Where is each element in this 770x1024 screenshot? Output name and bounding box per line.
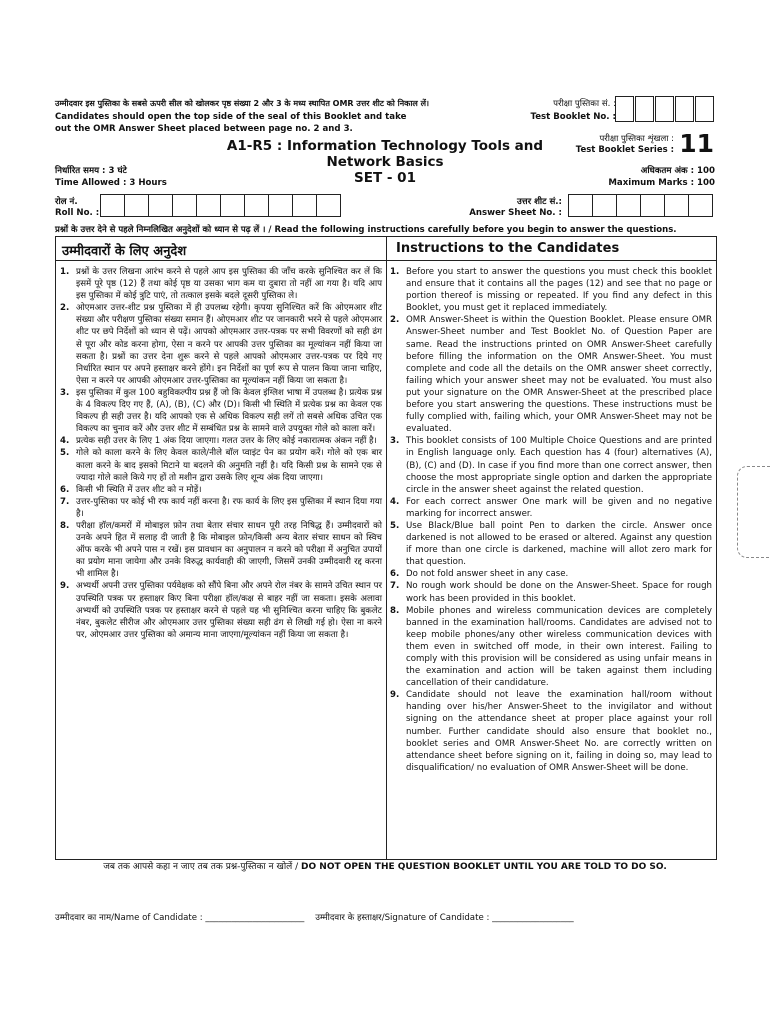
roll-no-label bbox=[55, 197, 99, 219]
roll-no-box[interactable] bbox=[220, 194, 244, 217]
english-instruction-item-number: 2. bbox=[390, 315, 400, 326]
instructions-frame bbox=[55, 236, 717, 860]
english-instruction-item-text: This booklet consists of 100 Multiple Choice Questions and are printed in English language only. Each question has 4 (four) alternatives (A), (B), (C) and (D). In case if you find more than one correct answer, then choose the most appropriate single option and darken the appropriate circle in the answer sheet against the related question. bbox=[406, 436, 712, 495]
answer-sheet-no-box[interactable] bbox=[688, 194, 713, 217]
english-instruction-item bbox=[390, 605, 712, 690]
english-instruction-item bbox=[390, 266, 712, 314]
booklet-no-box[interactable] bbox=[655, 96, 674, 122]
hindi-instruction-item-text: इस पुस्तिका में कुल 100 बहुविकल्पीय प्रश्न हैं जो कि केवल इंग्लिश भाषा में उपलब्ध है। प्रत्येक प्रश्न के 4 विकल्प दिए गए हैं, (A), (B), (C) और (D)। किसी भी स्थिति में प्रत्येक प्रश्न का केवल एक विकल्प ही सही उत्तर है। यदि आपको एक से अधिक विकल्प सही लगें तो सबसे अधिक उचित एक विकल्प का चुनाव करें और उत्तर शीट में सम्बंधित प्रश्न के सामने वाले उपयुक्त गोले को काला करें। bbox=[76, 387, 382, 435]
english-instruction-item-number: 4. bbox=[390, 496, 400, 507]
hindi-instruction-item-text: किसी भी स्थिति में उत्तर शीट को न मोड़ें। bbox=[76, 484, 202, 495]
hindi-instruction-item-number: 2. bbox=[60, 303, 70, 314]
hindi-instruction-item bbox=[60, 435, 382, 447]
candidate-signature-field[interactable]: उम्मीदवार के हस्ताक्षर/Signature of Candidate : ___________________ bbox=[315, 913, 574, 923]
exam-set: SET - 01 bbox=[354, 170, 416, 186]
candidate-fields bbox=[55, 911, 715, 923]
seal-instructions bbox=[55, 98, 485, 136]
booklet-no-boxes[interactable] bbox=[615, 96, 715, 122]
english-instruction-item bbox=[390, 689, 712, 774]
time-allowed bbox=[55, 165, 167, 189]
maximum-marks-hindi: अधिकतम अंक : 100 bbox=[640, 166, 715, 176]
english-instruction-item-number: 5. bbox=[390, 520, 400, 531]
answer-sheet-no-box[interactable] bbox=[616, 194, 640, 217]
tear-mark bbox=[737, 466, 770, 558]
booklet-no-box[interactable] bbox=[695, 96, 714, 122]
maximum-marks bbox=[560, 165, 715, 189]
english-instruction-item-text: Candidate should not leave the examination hall/room without handing over his/her Answer-Sheet to the invigilator and without signing on the attendance sheet at proper place against your roll number. Further candidate should also ensure that booklet no., booklet series and OMR Answer-Sheet No. are correctly written on attendance sheet before signing on it, failing in doing so, may lead to disqualification/ no evaluation of OMR Answer-Sheet will be done. bbox=[406, 690, 712, 773]
hindi-instruction-item bbox=[60, 266, 382, 302]
read-instructions-notice: प्रश्नों के उत्तर देने से पहले निम्नलिखित अनुदेशों को ध्यान से पढ़ लें । / Read the following instructions carefully before you begin to answer the questions. bbox=[55, 225, 677, 235]
hindi-instructions-list bbox=[60, 266, 382, 641]
heading-divider bbox=[56, 260, 716, 261]
hindi-instruction-item bbox=[60, 580, 382, 640]
booklet-no-box[interactable] bbox=[635, 96, 654, 122]
hindi-instruction-item bbox=[60, 447, 382, 483]
roll-no-box[interactable] bbox=[124, 194, 148, 217]
roll-no-boxes[interactable] bbox=[100, 194, 341, 216]
answer-sheet-no-box[interactable] bbox=[640, 194, 664, 217]
english-instruction-item bbox=[390, 314, 712, 435]
hindi-instruction-item-number: 9. bbox=[60, 581, 70, 592]
time-allowed-hindi: निर्धारित समय : 3 घंटे bbox=[55, 166, 127, 176]
hindi-instruction-item-number: 4. bbox=[60, 436, 70, 447]
exam-title-line-1: A1-R5 : Information Technology Tools and bbox=[226, 138, 544, 154]
answer-sheet-no-box[interactable] bbox=[664, 194, 688, 217]
do-not-open-notice bbox=[55, 860, 715, 874]
english-instruction-item-number: 1. bbox=[390, 267, 400, 277]
hindi-instruction-item-text: परीक्षा हॉल/कमरों में मोबाइल फ़ोन तथा बेतार संचार साधन पूरी तरह निषिद्ध हैं। उम्मीदवारों को उनके अपने हित में सलाह दी जाती है कि मोबाइल फ़ोन/किसी अन्य बेतार संचार साधन को स्विच ऑफ करके भी अपने पास न रखें। इस प्रावधान का अनुपालन न करने को परीक्षा में अनुचित उपायों का प्रयोग माना जायेगा और उनके विरुद्ध कार्यवाही की जाएगी, जिसमें उनकी उम्मीदवारी रद्द करना भी शामिल है। bbox=[76, 520, 382, 580]
answer-sheet-no-boxes[interactable] bbox=[568, 194, 713, 216]
hindi-instruction-item-number: 3. bbox=[60, 387, 70, 398]
hindi-instruction-item bbox=[60, 302, 382, 387]
hindi-instruction-item-number: 6. bbox=[60, 484, 70, 495]
answer-sheet-no-label-hindi: उत्तर शीट सं.: bbox=[516, 197, 562, 207]
roll-no-box[interactable] bbox=[268, 194, 292, 217]
exam-title bbox=[200, 138, 570, 186]
english-instruction-item bbox=[390, 435, 712, 495]
booklet-no-box[interactable] bbox=[615, 96, 634, 122]
roll-no-box[interactable] bbox=[100, 194, 124, 217]
do-not-open-notice-hindi: जब तक आपसे कहा न जाए तब तक प्रश्न-पुस्तिका न खोलें / bbox=[103, 862, 299, 872]
hindi-instruction-item-text: ओएमआर उत्तर-शीट प्रश्न पुस्तिका में ही उपलब्ध रहेगी। कृपया सुनिश्चित करें कि ओएमआर शीट संख्या और परीक्षण पुस्तिका संख्या समान हैं। ओएमआर शीट पर जानकारी भरने से पहले ओएमआर शीट पर छपे निर्देशों को ध्यान से पढ़ें। आपको ओएमआर उत्तर-पत्रक पर सभी विवरणों को सही ढंग से पूरा और कोड करना होगा, ऐसा न करने पर आपकी उत्तर पुस्तिका का मूल्यांकन नहीं किया जा सकता है। प्रश्नों का उत्तर देना शुरू करने से पहले आपको ओएमआर उत्तर-पत्रक पर दिये गए निर्धारित स्थान पर अपने हस्ताक्षर करने होंगे। इन निर्देशों का पूर्ण रूप से पालन किया जाना चाहिए, ऐसा न करने पर आपकी ओएमआर उत्तर-पुस्तिका का मूल्यांकन नहीं किया जा सकता है। bbox=[76, 303, 382, 386]
hindi-instruction-item-number: 7. bbox=[60, 496, 70, 507]
english-instruction-item-text: No rough work should be done on the Answer-Sheet. Space for rough work has been provided in this booklet. bbox=[406, 581, 712, 604]
exam-title-line-2: Network Basics bbox=[326, 154, 444, 170]
booklet-no-box[interactable] bbox=[675, 96, 694, 122]
hindi-instruction-item-number: 1. bbox=[60, 267, 70, 277]
answer-sheet-no-label bbox=[460, 197, 562, 219]
english-instructions-list bbox=[390, 266, 712, 774]
roll-no-box[interactable] bbox=[244, 194, 268, 217]
english-instruction-item-text: Do not fold answer sheet in any case. bbox=[406, 569, 569, 580]
english-instruction-item bbox=[390, 520, 712, 568]
hindi-instruction-item-text: प्रत्येक सही उत्तर के लिए 1 अंक दिया जाएगा। गलत उत्तर के लिए कोई नकारात्मक अंकन नहीं है। bbox=[76, 436, 377, 447]
booklet-series bbox=[560, 131, 714, 163]
hindi-instruction-item-text: अभ्यर्थी अपनी उत्तर पुस्तिका पर्यवेक्षक को सौंपे बिना और अपने रोल नंबर के सामने उचित स्थान पर उपस्थिति पत्रक पर हस्ताक्षर किए बिना परीक्षा हॉल/कक्ष से बाहर नहीं जा सकता। इसके अलावा अभ्यर्थी को उपस्थिति पत्रक पर हस्ताक्षर करने से पहले यह भी सुनिश्चित करना चाहिए कि बुकलेट नंबर, बुकलेट सीरीज और ओएमआर उत्तर पुस्तिका संख्या सही ढंग से लिखी गई हो। ऐसा ना करने पर, ओएमआर उत्तर पुस्तिका को अमान्य माना जाएगा/मूल्यांकन नहीं किया जा सकता है। bbox=[76, 581, 382, 640]
seal-instruction-english-1: Candidates should open the top side of the seal of this Booklet and take bbox=[55, 111, 407, 122]
english-instruction-item-text: OMR Answer-Sheet is within the Question Booklet. Please ensure OMR Answer-Sheet number and Test Booklet No. of Question Paper are same. Read the instructions printed on OMR Answer-Sheet carefully before filling the information on the OMR Answer-Sheet. You must complete and code all the details on the OMR answer sheet correctly, failing which your answer sheet may not be evaluated. You must also put your signature on the OMR Answer-Sheet at the prescribed place before you start answering the questions. These instructions must be fully complied with, failing which, your OMR Answer-Sheet may not be evaluated. bbox=[406, 315, 712, 435]
hindi-instruction-item bbox=[60, 496, 382, 520]
answer-sheet-no-label-english: Answer Sheet No. : bbox=[469, 208, 562, 218]
hindi-instruction-item-text: प्रश्नों के उत्तर लिखना आरंभ करने से पहले आप इस पुस्तिका की जाँच करके सुनिश्चित कर लें कि इसमें पूरे पृष्ठ (12) हैं तथा कोई पृष्ठ या उसका भाग कम या दुबारा तो नहीं आ गया है। यदि आप इस पुस्तिका में कोई त्रुटि पाएं, तो तत्काल इसके बदले दूसरी पुस्तिका ले। bbox=[76, 267, 382, 302]
english-instruction-item-number: 7. bbox=[390, 581, 400, 592]
roll-no-label-hindi: रोल नं. bbox=[55, 197, 78, 207]
answer-sheet-no-box[interactable] bbox=[568, 194, 592, 217]
english-instruction-item-text: Use Black/Blue ball point Pen to darken the circle. Answer once darkened is not allowed to be erased or altered. Against any question if more than one circle is darkened, machine will allot zero mark for that question. bbox=[406, 520, 712, 568]
english-instruction-item-text: Mobile phones and wireless communication devices are completely banned in the examination hall/rooms. Candidates are advised not to keep mobile phones/any other wireless communication devices with them even in switched off mode, in their own interest. Failing to comply with this provision will be considered as using unfair means in the examination and action will be taken against them including cancellation of their candidature. bbox=[406, 605, 712, 689]
do-not-open-notice-english: DO NOT OPEN THE QUESTION BOOKLET UNTIL YOU ARE TOLD TO DO SO. bbox=[301, 862, 667, 872]
roll-no-box[interactable] bbox=[196, 194, 220, 217]
booklet-series-label-hindi: परीक्षा पुस्तिका शृंखला : bbox=[599, 134, 674, 144]
booklet-series-label bbox=[576, 134, 674, 156]
english-instruction-item bbox=[390, 580, 712, 604]
english-instruction-item-number: 6. bbox=[390, 569, 400, 580]
english-instruction-item-number: 8. bbox=[390, 605, 400, 616]
english-instruction-item-text: For each correct answer One mark will be given and no negative marking for incorrect answer. bbox=[406, 496, 712, 519]
hindi-instruction-item-text: गोले को काला करने के लिए केवल काले/नीले बॉल प्वाइंट पेन का प्रयोग करें। गोले को एक बार काला करने के बाद इसको मिटाने या बदलने की अनुमति नहीं है। यदि किसी प्रश्न के सामने एक से ज्यादा गोले काले किये गए हों तो मशीन द्वारा उसके लिए शून्य अंक दिया जाएगा। bbox=[76, 448, 382, 483]
maximum-marks-english: Maximum Marks : 100 bbox=[608, 178, 715, 188]
booklet-series-value: 11 bbox=[679, 129, 714, 158]
roll-no-box[interactable] bbox=[148, 194, 172, 217]
english-instruction-item bbox=[390, 568, 712, 580]
booklet-no-label-hindi: परीक्षा पुस्तिका सं. : bbox=[553, 99, 616, 109]
roll-no-label-english: Roll No. : bbox=[55, 208, 100, 218]
hindi-instruction-item-number: 5. bbox=[60, 448, 70, 459]
booklet-no-label bbox=[486, 98, 616, 123]
hindi-instructions-heading: उम्मीदवारों के लिए अनुदेश bbox=[62, 244, 187, 259]
hindi-instruction-item bbox=[60, 520, 382, 580]
answer-sheet-no-box[interactable] bbox=[592, 194, 616, 217]
column-divider bbox=[386, 237, 387, 859]
english-instruction-item-text: Before you start to answer the questions you must check this booklet and ensure that it contains all the pages (12) and see that no page or portion thereof is missing or repeated. If you find any defect in this Booklet, you must get it replaced immediately. bbox=[406, 267, 712, 314]
english-instructions-heading: Instructions to the Candidates bbox=[396, 241, 620, 256]
seal-instruction-english-2: out the OMR Answer Sheet placed between page no. 2 and 3. bbox=[55, 124, 353, 134]
english-instruction-item-number: 9. bbox=[390, 690, 400, 701]
roll-no-box[interactable] bbox=[172, 194, 196, 217]
time-allowed-english: Time Allowed : 3 Hours bbox=[55, 178, 167, 188]
candidate-name-field[interactable]: उम्मीदवार का नाम/Name of Candidate : _______________________ bbox=[55, 913, 305, 923]
hindi-instruction-item bbox=[60, 387, 382, 435]
roll-no-box[interactable] bbox=[292, 194, 316, 217]
roll-no-box[interactable] bbox=[316, 194, 341, 217]
hindi-instruction-item-number: 8. bbox=[60, 520, 70, 531]
hindi-instruction-item-text: उत्तर-पुस्तिका पर कोई भी रफ कार्य नहीं करना है। रफ कार्य के लिए इस पुस्तिका में स्थान दिया गया है। bbox=[76, 496, 382, 519]
booklet-no-label-english: Test Booklet No. : bbox=[530, 111, 616, 122]
english-instruction-item bbox=[390, 496, 712, 520]
english-instruction-item-number: 3. bbox=[390, 436, 400, 447]
booklet-series-label-english: Test Booklet Series : bbox=[575, 145, 674, 155]
seal-instruction-hindi: उम्मीदवार इस पुस्तिका के सबसे ऊपरी सील को खोलकर पृष्ठ संख्या 2 और 3 के मध्य स्थापित OMR उत्तर शीट को निकाल लें। bbox=[55, 99, 430, 108]
hindi-instruction-item bbox=[60, 484, 382, 496]
